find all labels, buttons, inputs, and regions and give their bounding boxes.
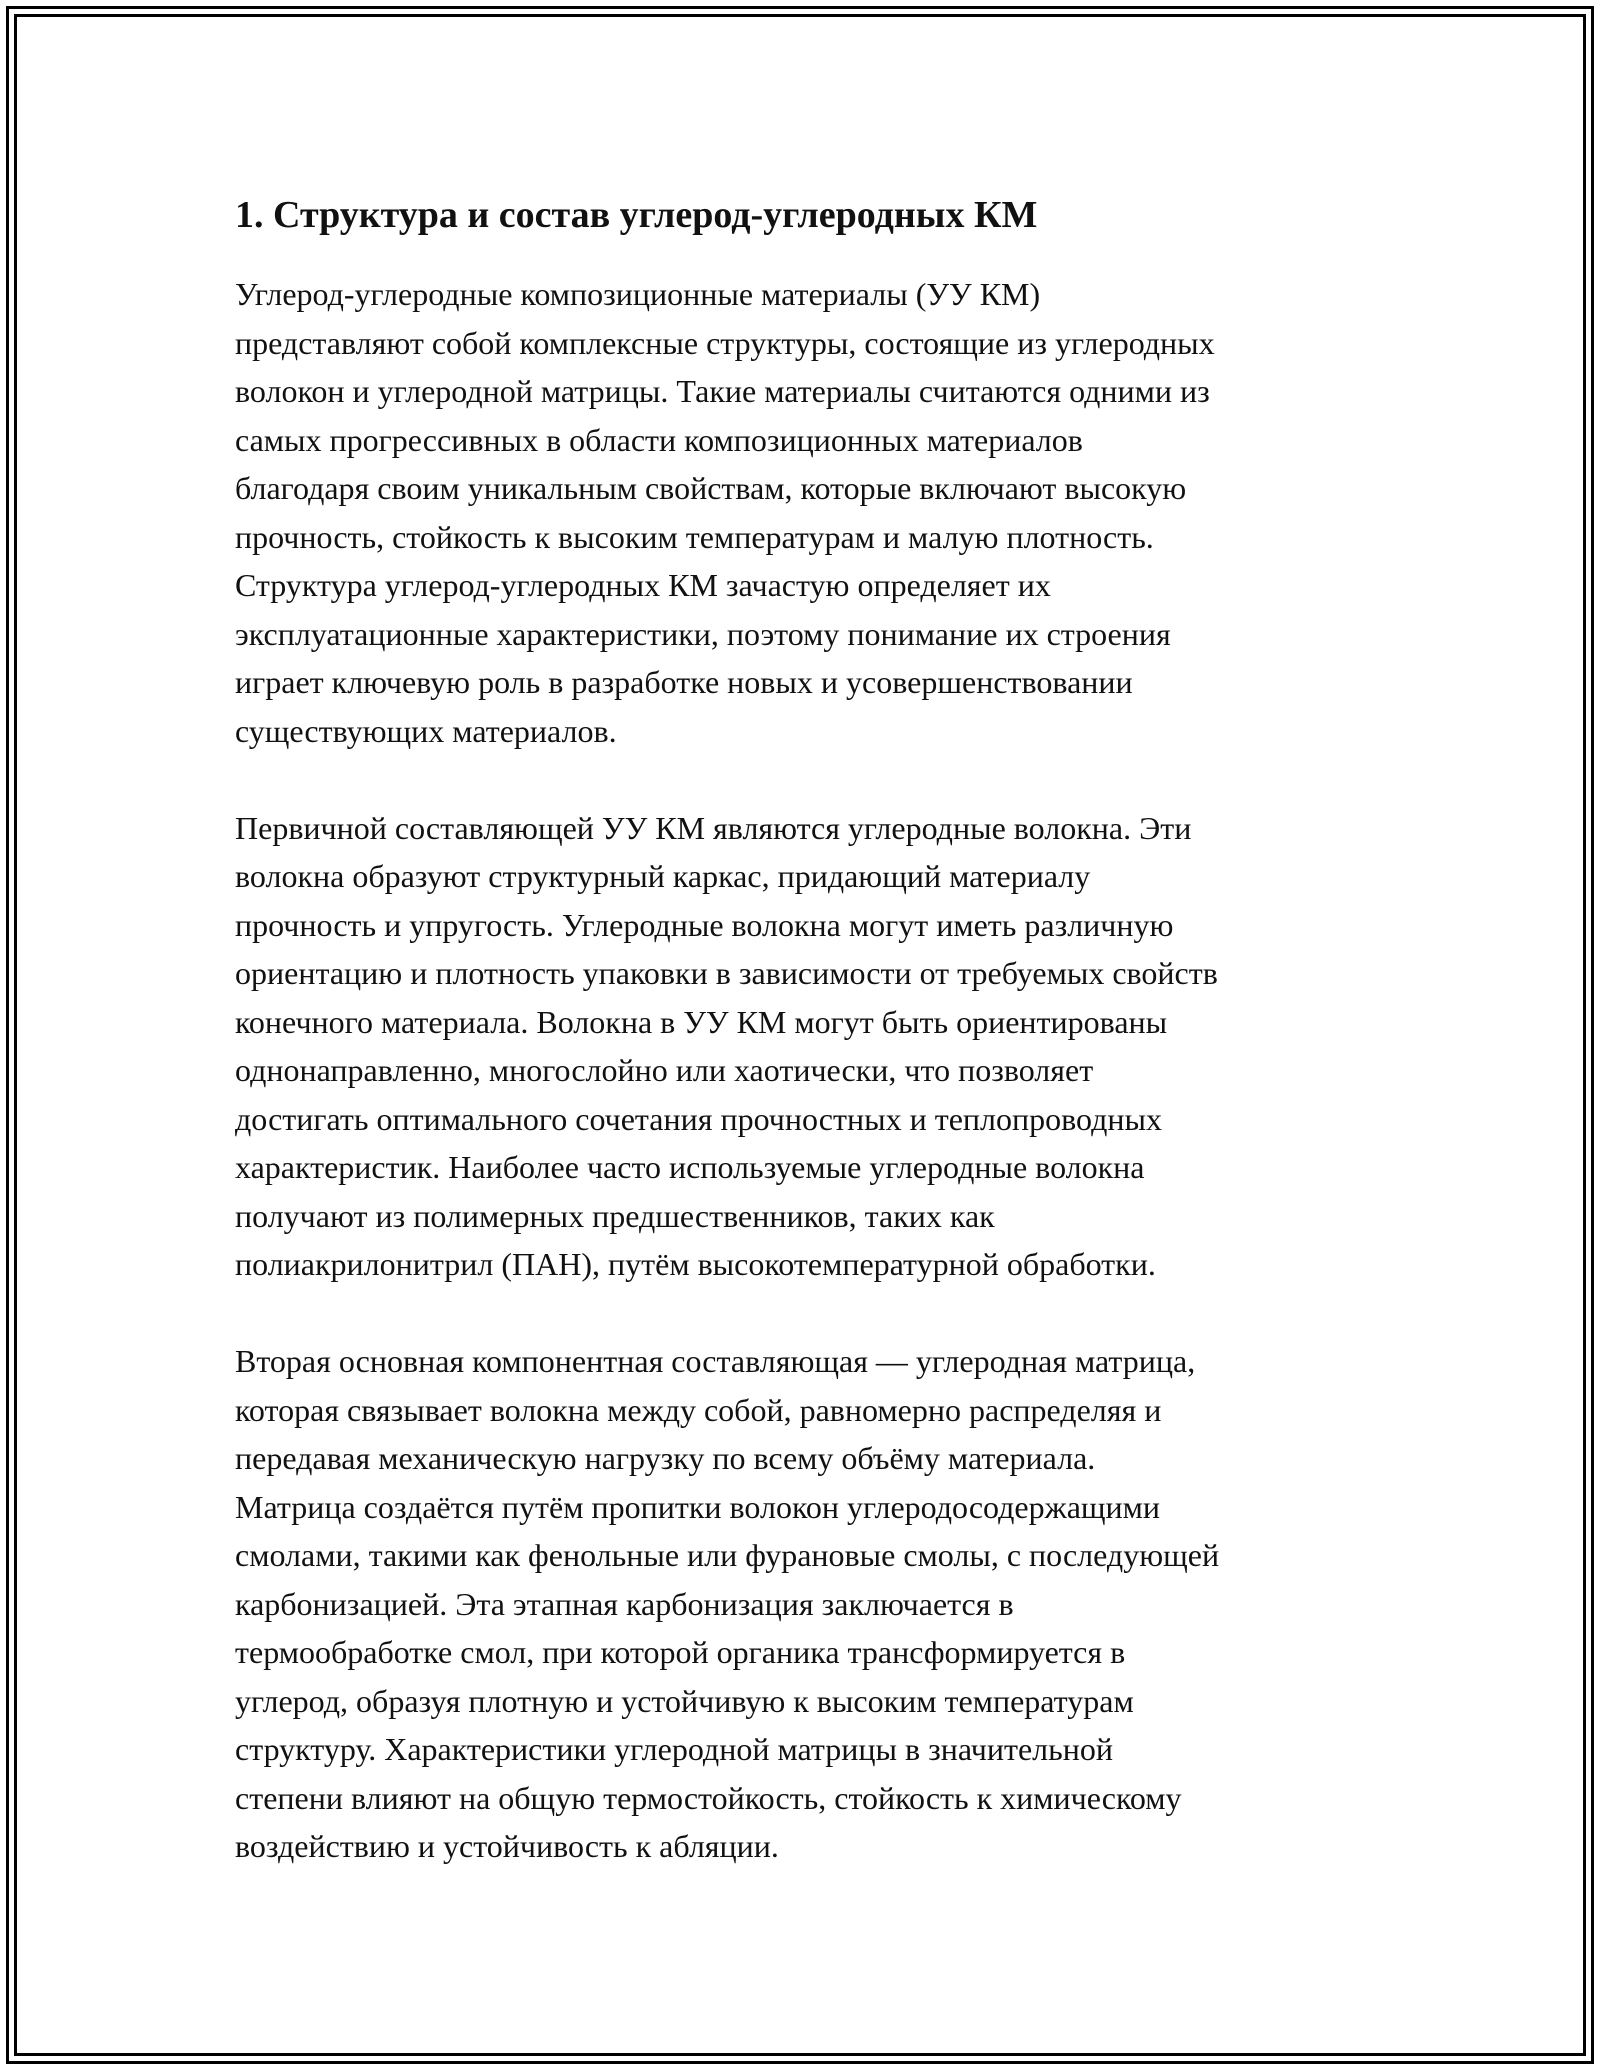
paragraph-3: Вторая основная компонентная составляющая — углеродная матрица, которая связывает волокна между собой, равномерно распределяя и передавая механическую нагрузку по всему объёму материала. Матрица создаётся путём пропитки волокон углеродосодержащими смолами, такими как фенольные или фурановые смолы, с последующей карбонизацией. Эта этапная карбонизация заключается в термообработке смол, при которой органика трансформируется в углерод, образуя плотную и устойчивую к высоким температурам структуру. Характеристики углеродной матрицы в значительной степени влияют на общую термостойкость, стойкость к химическому воздействию и устойчивость к абляции. [235,1343,1220,1864]
document-body [235,184,1385,1871]
paragraph-2: Первичной составляющей УУ КМ являются углеродные волокна. Эти волокна образуют структурный каркас, придающий материалу прочность и упругость. Углеродные волокна могут иметь различную ориентацию и плотность упаковки в зависимости от требуемых свойств конечного материала. Волокна в УУ КМ могут быть ориентированы однонаправленно, многослойно или хаотически, что позволяет достигать оптимального сочетания прочностных и теплопроводных характеристик. Наиболее часто используемые углеродные волокна получают из полимерных предшественников, таких как полиакрилонитрил (ПАН), путём высокотемпературной обработки. [235,809,1218,1282]
paragraph-1: Углерод-углеродные композиционные материалы (УУ КМ) представляют собой комплексные структуры, состоящие из углеродных волокон и углеродной матрицы. Такие материалы считаются одними из самых прогрессивных в области композиционных материалов благодаря своим уникальным свойствам, которые включают высокую прочность, стойкость к высоким температурам и малую плотность. Структура углерод-углеродных КМ зачастую определяет их эксплуатационные характеристики, поэтому понимание их строения играет ключевую роль в разработке новых и усовершенствовании существующих материалов. [235,276,1215,749]
section-heading: 1. Структура и состав углерод-углеродных КМ [235,194,1038,236]
